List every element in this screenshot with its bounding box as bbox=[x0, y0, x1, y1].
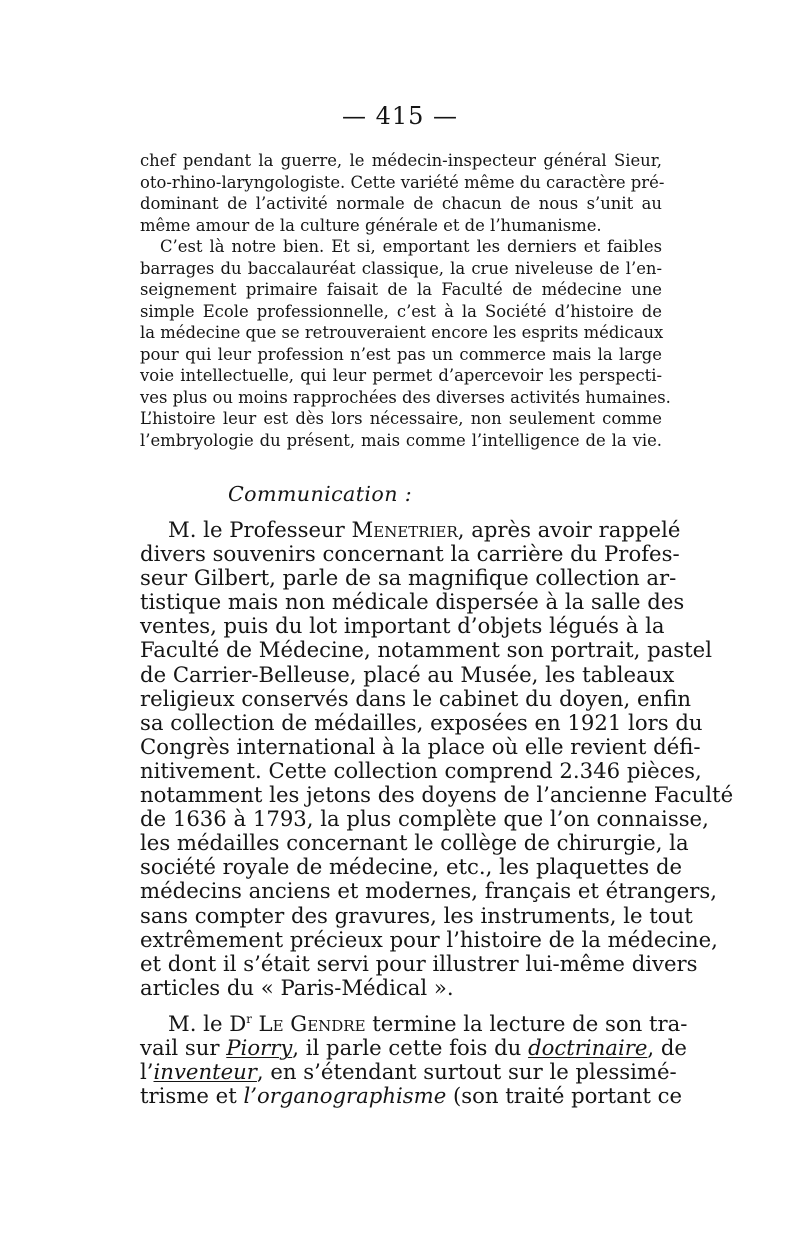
text-line: seignement primaire faisait de la Faculté de médecine une bbox=[140, 280, 662, 299]
italic-term: inventeur bbox=[153, 1059, 257, 1085]
text-line: articles du « Paris-Médical ». bbox=[140, 974, 454, 1000]
text-line: de 1636 à 1793, la plus complète que l’on connaisse, bbox=[140, 806, 709, 832]
text-line: voie intellectuelle, qui leur permet d’apercevoir les perspecti- bbox=[140, 366, 662, 385]
text-line bbox=[140, 1011, 688, 1036]
text-line: oto-rhino-laryngologiste. Cette variété même du caractère pré- bbox=[140, 172, 665, 192]
text-line bbox=[140, 517, 681, 542]
section-heading: Communication : bbox=[228, 482, 413, 506]
text-line: chef pendant la guerre, le médecin-inspecteur général Sieur, bbox=[140, 151, 662, 170]
text-line: L’histoire leur est dès lors nécessaire, non seulement comme bbox=[140, 409, 662, 428]
text-line: nitivement. Cette collection comprend 2.346 pièces, bbox=[140, 757, 702, 783]
person-name: Le Gendre bbox=[258, 1011, 366, 1036]
text-line: même amour de la culture générale et de l’humanisme. bbox=[140, 215, 602, 235]
text-run: termine la lecture de son tra- bbox=[365, 1011, 688, 1036]
text-line: médecins anciens et modernes, français et étrangers, bbox=[140, 878, 717, 904]
text-line bbox=[140, 1035, 687, 1061]
text-line bbox=[140, 1083, 683, 1109]
page-number: — 415 — bbox=[341, 102, 459, 130]
text-line: la médecine que se retrouveraient encore les esprits médicaux bbox=[140, 323, 664, 342]
text-run: M. le D bbox=[168, 1011, 247, 1036]
text-line: C’est là notre bien. Et si, emportant les derniers et faibles bbox=[160, 237, 662, 256]
italic-term: doctrinaire bbox=[528, 1035, 648, 1061]
text-line: les médailles concernant le collège de chirurgie, la bbox=[140, 830, 689, 856]
text-line: notamment les jetons des doyens de l’ancienne Faculté bbox=[140, 782, 734, 808]
text-run: trisme et bbox=[140, 1083, 244, 1109]
text-line bbox=[140, 1059, 677, 1085]
text-run: , il parle cette fois du bbox=[292, 1035, 529, 1061]
text-run: l’ bbox=[140, 1059, 154, 1085]
italic-term: l’organographisme bbox=[243, 1083, 447, 1109]
text-line: pour qui leur profession n’est pas un commerce mais la large bbox=[140, 344, 662, 364]
text-line: ventes, puis du lot important d’objets légués à la bbox=[140, 613, 665, 639]
text-line: l’embryologie du présent, mais comme l’intelligence de la vie. bbox=[140, 430, 662, 450]
paragraph-continuation bbox=[140, 150, 665, 236]
text-run: , de bbox=[647, 1035, 687, 1061]
text-line: et dont il s’était servi pour illustrer lui-même divers bbox=[140, 950, 698, 976]
text-line: ves plus ou moins rapprochées des diverses activités humaines. bbox=[140, 387, 671, 407]
text-run: , en s’étendant surtout sur le plessimé- bbox=[256, 1059, 677, 1085]
text-line: extrêmement précieux pour l’histoire de la médecine, bbox=[140, 926, 718, 952]
text-line: simple Ecole professionnelle, c’est à la Société d’histoire de bbox=[140, 301, 662, 321]
superscript: r bbox=[246, 1011, 252, 1026]
text-line: de Carrier-Belleuse, placé au Musée, les tableaux bbox=[140, 661, 675, 687]
text-run: vail sur bbox=[140, 1035, 227, 1061]
text-line: société royale de médecine, etc., les plaquettes de bbox=[140, 854, 683, 880]
text-line: seur Gilbert, parle de sa magnifique collection ar- bbox=[140, 565, 677, 591]
text-line: Faculté de Médecine, notamment son portrait, pastel bbox=[140, 637, 712, 663]
person-name: Menetrier bbox=[351, 517, 458, 542]
text-line: sans compter des gravures, les instruments, le tout bbox=[140, 902, 693, 928]
text-run: (son traité portant ce bbox=[446, 1083, 683, 1109]
text-run: M. le Professeur bbox=[168, 517, 345, 542]
text-line: barrages du baccalauréat classique, la crue niveleuse de l’en- bbox=[140, 258, 662, 278]
paragraph-history bbox=[140, 236, 671, 451]
italic-title: Piorry bbox=[226, 1035, 293, 1061]
text-line: sa collection de médailles, exposées en 1921 lors du bbox=[140, 709, 703, 735]
text-line: Congrès international à la place où elle revient défi- bbox=[140, 733, 701, 759]
text-line: religieux conservés dans le cabinet du doyen, enfin bbox=[140, 685, 691, 711]
text-line: dominant de l’activité normale de chacun de nous s’unit au bbox=[140, 194, 662, 213]
text-line: tistique mais non médicale dispersée à la salle des bbox=[140, 589, 685, 615]
paragraph-communication bbox=[140, 517, 734, 1000]
text-line: divers souvenirs concernant la carrière du Profes- bbox=[140, 541, 680, 567]
text-run: , après avoir rappelé bbox=[457, 517, 681, 542]
paragraph-le-gendre bbox=[140, 1011, 688, 1109]
